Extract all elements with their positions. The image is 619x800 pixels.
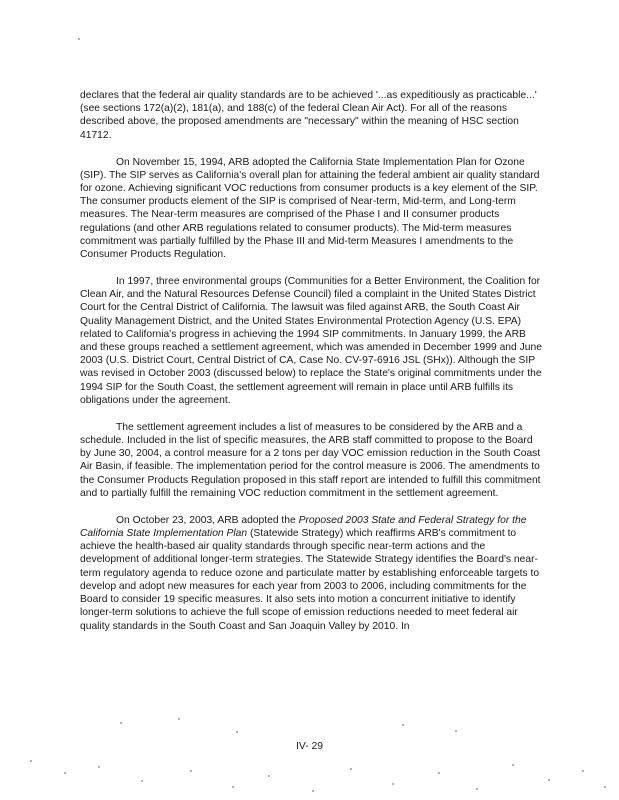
page-number: IV- 29 — [296, 741, 323, 752]
speck — [438, 772, 440, 774]
speck — [30, 760, 32, 762]
speck — [232, 786, 234, 788]
paragraph-2 — [80, 156, 542, 262]
speck — [402, 724, 404, 726]
paragraph-5-text-a: On October 23, 2003, ARB adopted the — [116, 514, 299, 526]
speck — [312, 790, 314, 792]
speck — [78, 38, 80, 40]
paragraph-3 — [80, 275, 542, 407]
speck — [392, 783, 394, 785]
speck — [120, 722, 122, 724]
paragraph-1-text: declares that the federal air quality standards are to be achieved '...as expeditiously as practicable...' (see sections 172(a)(2), 181(a), and 188(c) of the federal Clean Air Act). For all of the reasons described above, the proposed amendments are "necessary" within the meaning of HSC section 41712. — [80, 90, 537, 141]
paragraph-5-text-b: (Statewide Strategy) which reaffirms ARB's commitment to achieve the health-based air quality standards through specific near-term actions and the development of additional longer-term strategies. The Statewide Strategy identifies the Board's near-term regulatory agenda to reduce ozone and particulate matter by establishing enforceable targets to develop and adopt new measures for each year from 2003 to 2006, including commitments for the Board to consider 19 specific measures. It also sets into motion a concurrent initiative to identify longer-term solutions to achieve the full scope of emission reductions needed to meet federal air quality standards in the South Coast and San Joaquin Valley by 2010. In — [80, 528, 540, 632]
speck — [64, 772, 66, 774]
speck — [268, 775, 270, 777]
speck — [476, 788, 478, 790]
speck — [190, 770, 192, 772]
paragraph-4-text: The settlement agreement includes a list of measures to be considered by the ARB and a schedule. Included in the list of specific measures, the ARB staff committed to propose to the Board by June 30, 2004, a control measure for a 2 tons per day VOC emission reduction in the South Coast Air Basin, if feasible. The implementation period for the control measure is 2006. The amendments to the Consumer Products Regulation proposed in this staff report are intended to fulfill this commitment and to partially fulfill the remaining VOC reduction commitment in the settlement agreement. — [80, 421, 541, 499]
speck — [548, 779, 550, 781]
paragraph-1 — [80, 89, 542, 142]
paragraph-3-text: In 1997, three environmental groups (Communities for a Better Environment, the Coalition for Clean Air, and the Natural Resources Defense Council) filed a complaint in the United States District Court for the Central District of California. The lawsuit was filed against ARB, the South Coast Air Quality Management District, and the United States Environmental Protection Agency (U.S. EPA) related to California's progress in achieving the 1994 SIP commitments. In January 1999, the ARB and these groups reached a settlement agreement, which was amended in December 1999 and June 2003 (U.S. District Court, Central District of CA, Case No. CV-97-6916 JSL (SHx)). Although the SIP was revised in October 2003 (discussed below) to replace the State's original commitments under the 1994 SIP for the South Coast, the settlement agreement will remain in place until ARB fulfills its obligations under the agreement. — [80, 276, 542, 406]
speck — [350, 768, 352, 770]
body-text — [80, 89, 542, 647]
paragraph-2-text: On November 15, 1994, ARB adopted the California State Implementation Plan for Ozone (SIP). The SIP serves as California's overall plan for attaining the federal ambient air quality standard for ozone. Achieving significant VOC reductions from consumer products is a key element of the SIP. The consumer products element of the SIP is comprised of Near-term, Mid-term, and Long-term measures. The Near-term measures are comprised of the Phase I and II consumer products regulations (and other ARB regulations related to consumer products). The Mid-term measures commitment was partially fulfilled by the Phase III and Mid-term Measures I amendments to the Consumer Products Regulation. — [80, 156, 540, 261]
strategy-title: Proposed 2003 State and Federal Strategy for the California State Implementation Plan — [80, 514, 527, 540]
speck — [512, 764, 514, 766]
speck — [178, 718, 180, 720]
speck — [582, 770, 584, 772]
speck — [141, 780, 143, 782]
paragraph-4 — [80, 421, 542, 500]
speck — [236, 731, 238, 733]
speck — [604, 786, 606, 788]
speck — [455, 730, 457, 732]
speck — [98, 766, 100, 768]
paragraph-5 — [80, 514, 542, 633]
